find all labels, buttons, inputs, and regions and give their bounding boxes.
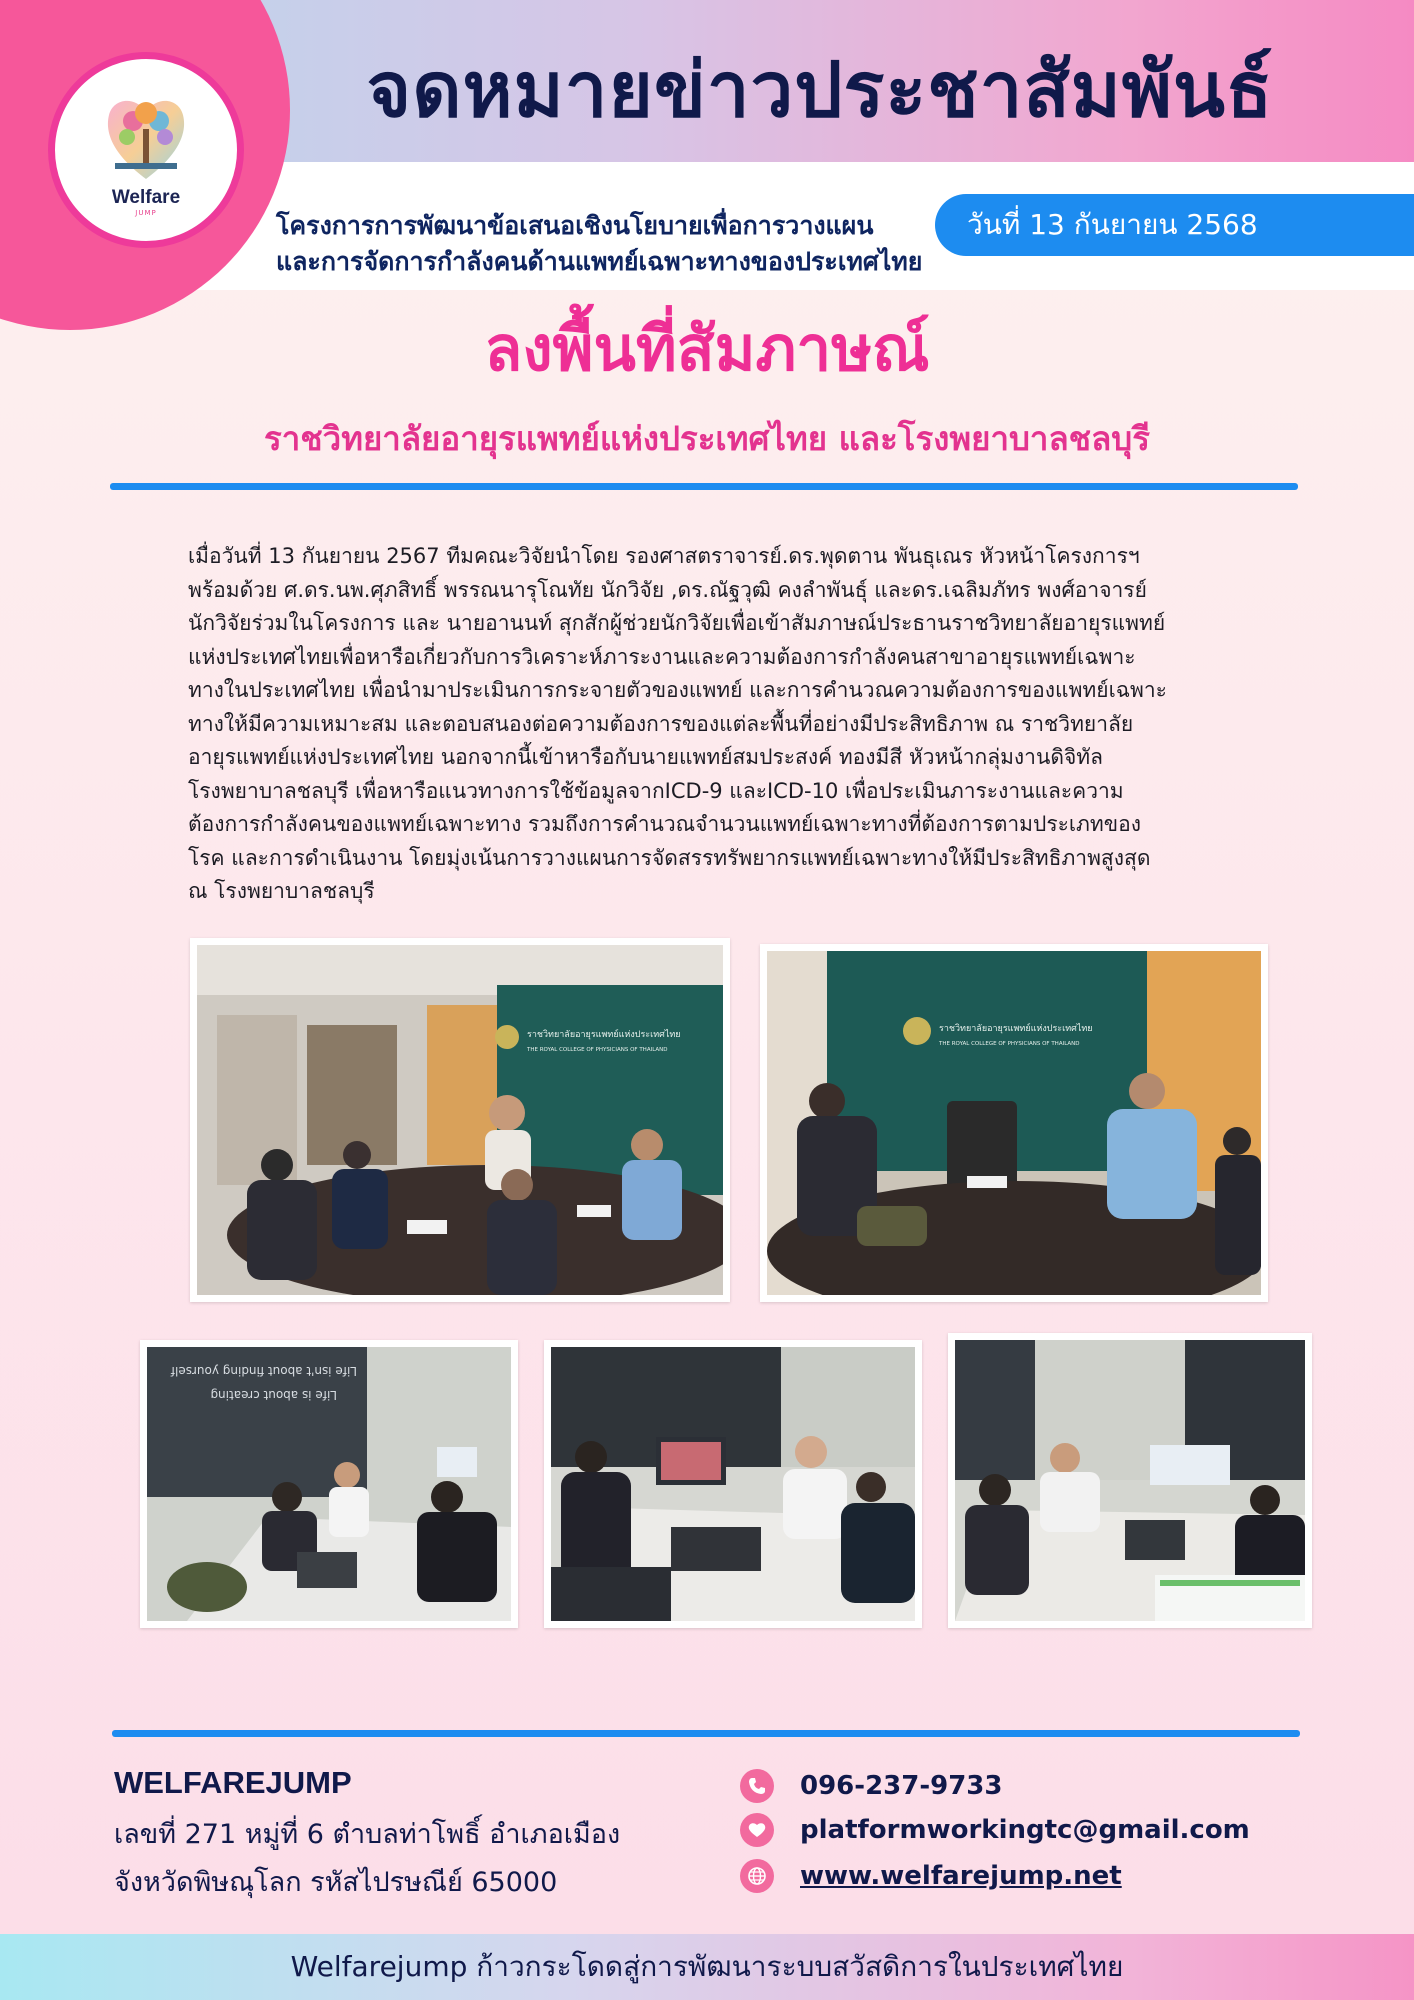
phone-icon — [740, 1769, 774, 1803]
body-line: ณ โรงพยาบาลชลบุรี — [188, 879, 375, 903]
body-line: เมื่อวันที่ 13 กันยายน 2567 ทีมคณะวิจัยนำโดย รองศาสตราจารย์.ดร.พุดตาน พันธุเณร หัวหน้าโครงการฯ — [188, 544, 1140, 568]
photo-meeting-rcpt-2 — [760, 944, 1268, 1302]
newsletter-title: จดหมายข่าวประชาสัมพันธ์ — [366, 45, 1274, 134]
project-name-line-1: โครงการการพัฒนาข้อเสนอเชิงนโยบายเพื่อการวางแผน — [276, 211, 874, 240]
article-body — [188, 540, 1288, 909]
logo-mark — [103, 87, 189, 217]
address-line-2: จังหวัดพิษณุโลก รหัสไปรษณีย์ 65000 — [114, 1867, 558, 1898]
photo-chonburi-3 — [948, 1333, 1312, 1628]
body-line: พร้อมด้วย ศ.ดร.นพ.ศุภสิทธิ์ พรรณนารุโณทัย นักวิจัย ,ดร.ณัฐวุฒิ คงลำพันธุ์ และดร.เฉลิมภัทร พงศ์อาจารย์ — [188, 577, 1147, 602]
body-line: นักวิจัยร่วมในโครงการ และ นายอานนท์ สุกสักผู้ช่วยนักวิจัยเพื่อเข้าสัมภาษณ์ประธานราชวิทยาลัยอายุรแพทย์ — [188, 611, 1166, 635]
logo-heart-tree-icon — [103, 87, 189, 187]
article-subheadline: ราชวิทยาลัยอายุรแพทย์แห่งประเทศไทย และโรงพยาบาลชลบุรี — [264, 419, 1150, 458]
wall-slogan-1: Life isn't about finding yourself — [170, 1364, 357, 1378]
website-link[interactable]: www.welfarejump.net — [800, 1861, 1122, 1891]
article-headline: ลงพื้นที่สัมภาษณ์ — [484, 312, 930, 385]
body-line: โรค และการดำเนินงาน โดยมุ่งเน้นการวางแผนการจัดสรรทรัพยากรแพทย์เฉพาะทางให้มีประสิทธิภาพสูงสุด — [188, 845, 1151, 870]
photo-chonburi-1 — [140, 1340, 518, 1628]
address-line-1: เลขที่ 271 หมู่ที่ 6 ตำบลท่าโพธิ์ อำเภอเมือง — [114, 1819, 621, 1850]
backdrop-label-th: ราชวิทยาลัยอายุรแพทย์แห่งประเทศไทย — [939, 1024, 1093, 1034]
logo — [48, 52, 244, 248]
footer-tagline: Welfarejump ก้าวกระโดดสู่การพัฒนาระบบสวัสดิการในประเทศไทย — [290, 1950, 1124, 1983]
issue-date: วันที่ 13 กันยายน 2568 — [935, 194, 1414, 256]
heart-mail-icon — [740, 1813, 774, 1847]
photo-chonburi-2 — [544, 1340, 922, 1628]
body-line: อายุรแพทย์แห่งประเทศไทย นอกจากนี้เข้าหารือกับนายแพทย์สมประสงค์ ทองมีสี หัวหน้ากลุ่มงานดิจิทัล — [188, 745, 1103, 769]
section-divider — [110, 483, 1298, 490]
body-line: โรงพยาบาลชลบุรี เพื่อหารือแนวทางการใช้ข้อมูลจากICD-9 และICD-10 เพื่อประเมินภาระงานและความ — [188, 778, 1124, 803]
logo-subtext: JUMP — [135, 209, 157, 217]
body-line: ทางให้มีความเหมาะสม และตอบสนองต่อความต้องการของแต่ละพื้นที่อย่างมีประสิทธิภาพ ณ ราชวิทยาลัย — [188, 711, 1134, 736]
footer-divider — [112, 1730, 1300, 1737]
body-line: แห่งประเทศไทยเพื่อหารือเกี่ยวกับการวิเคราะห์ภาระงานและความต้องการกำลังคนสาขาอายุรแพทย์เฉพาะ — [188, 644, 1136, 669]
backdrop-label-th: ราชวิทยาลัยอายุรแพทย์แห่งประเทศไทย — [527, 1030, 681, 1040]
wall-slogan-2: Life is about creating — [210, 1388, 337, 1402]
photo-meeting-rcpt-1 — [190, 938, 730, 1302]
body-line: ต้องการกำลังคนของแพทย์เฉพาะทาง รวมถึงการคำนวณจำนวนแพทย์เฉพาะทางที่ต้องการตามประเภทของ — [188, 812, 1141, 836]
org-name: WELFAREJUMP — [114, 1765, 352, 1800]
phone-number[interactable]: 096-237-9733 — [800, 1771, 1003, 1801]
globe-icon — [740, 1859, 774, 1893]
backdrop-label-en: THE ROYAL COLLEGE OF PHYSICIANS OF THAILAND — [939, 1041, 1080, 1047]
logo-text: Welfare — [111, 187, 181, 208]
footer-banner — [0, 1934, 1414, 2000]
project-name-line-2: และการจัดการกำลังคนด้านแพทย์เฉพาะทางของประเทศไทย — [276, 247, 923, 276]
body-line: ทางในประเทศไทย เพื่อนำมาประเมินการกระจายตัวของแพทย์ และการคำนวณความต้องการของแพทย์เฉพาะ — [188, 678, 1167, 702]
email-address[interactable]: platformworkingtc@gmail.com — [800, 1815, 1250, 1845]
backdrop-label-en: THE ROYAL COLLEGE OF PHYSICIANS OF THAILAND — [527, 1047, 668, 1053]
